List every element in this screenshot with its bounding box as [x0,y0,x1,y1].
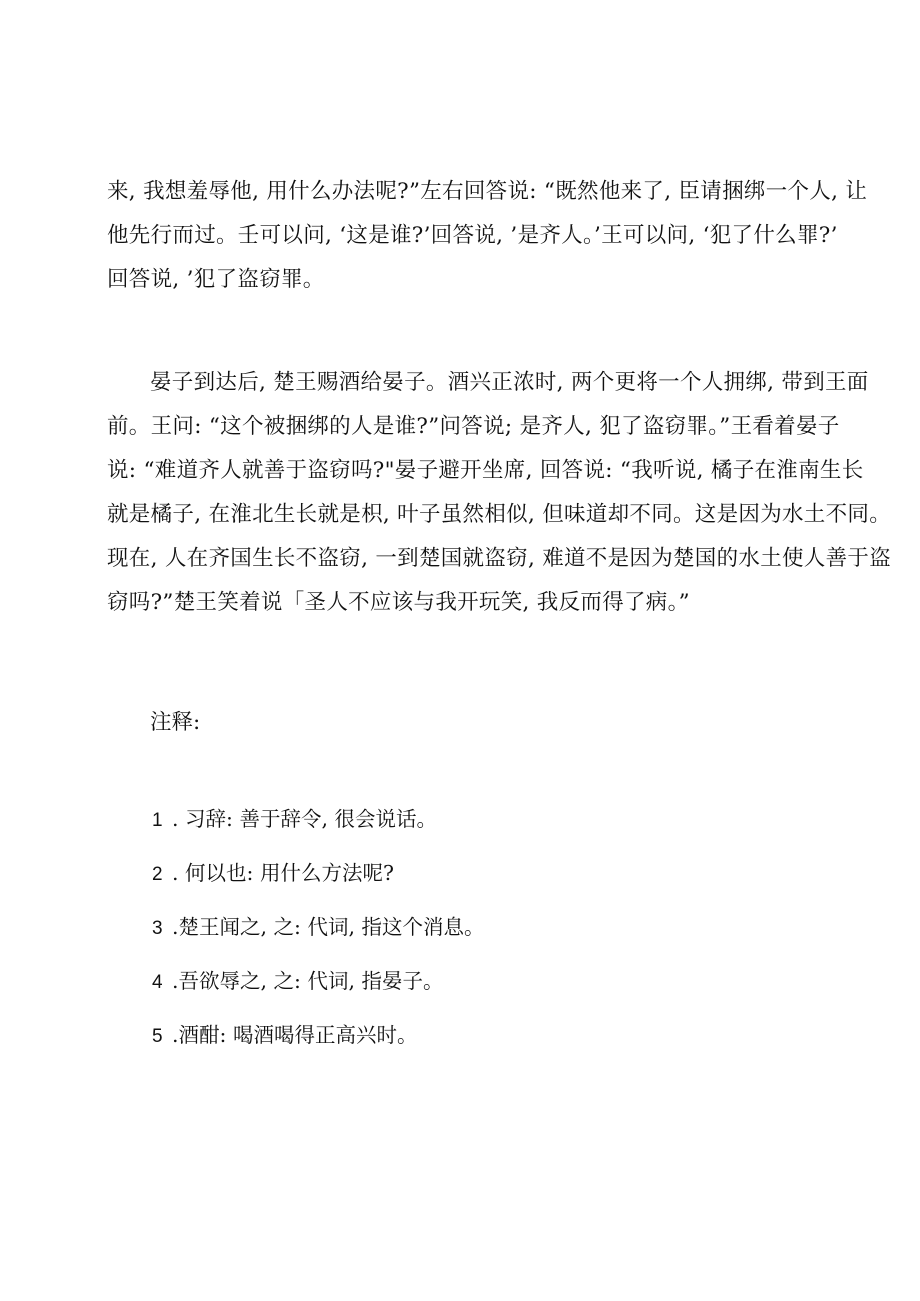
paragraph-1 [107,170,868,302]
note-item [152,797,485,851]
note-number: 4 [152,972,163,993]
paragraph-2 [107,361,892,625]
paragraph-2-line: 窃吗?”楚王笑着说「圣人不应该与我开玩笑, 我反而得了病。” [107,590,690,615]
note-text: .吾欲辱之, 之: 代词, 指晏子。 [172,969,444,993]
note-item [152,959,485,1013]
paragraph-2-line: 现在, 人在齐国生长不盗窃, 一到楚国就盗窃, 难道不是因为楚国的水土使人善于盗 [107,546,892,571]
note-text: .楚王闻之, 之: 代词, 指这个消息。 [172,915,485,939]
paragraph-2-line: 说: “难道齐人就善于盗窃吗?"晏子避开坐席, 回答说: “我听说, 橘子在淮南生长 [107,458,864,483]
paragraph-1-line: 他先行而过。壬可以问, ‘这是谁?’回答说, ’是齐人。’王可以问, ‘犯了什么罪?’ [107,223,838,248]
notes-list [152,797,485,1067]
note-item [152,905,485,959]
note-text: . 习辞: 善于辞令, 很会说话。 [172,807,437,831]
note-number: 2 [152,864,163,885]
paragraph-2-line: 晏子到达后, 楚王赐酒给晏子。酒兴正浓时, 两个更将一个人拥绑, 带到王面 [150,370,869,395]
note-number: 3 [152,918,163,939]
note-text: . 何以也: 用什么方法呢? [172,861,394,885]
paragraph-2-line: 前。王问: “这个被捆绑的人是谁?”问答说; 是齐人, 犯了盗窃罪。”王看着晏子 [107,414,840,439]
note-item [152,1013,485,1067]
paragraph-1-line: 回答说, ’犯了盗窃罪。 [107,267,325,292]
note-number: 1 [152,810,163,831]
paragraph-1-line: 来, 我想羞辱他, 用什么办法呢?”左右回答说: “既然他来了, 臣请捆绑一个人, 让 [107,179,868,204]
note-item [152,851,485,905]
paragraph-2-line: 就是橘子, 在淮北生长就是枳, 叶子虽然相似, 但味道却不同。这是因为水土不同。 [107,502,892,527]
note-number: 5 [152,1026,163,1047]
notes-heading: 注释: [150,710,201,735]
note-text: .酒酣: 喝酒喝得正高兴时。 [172,1023,418,1047]
